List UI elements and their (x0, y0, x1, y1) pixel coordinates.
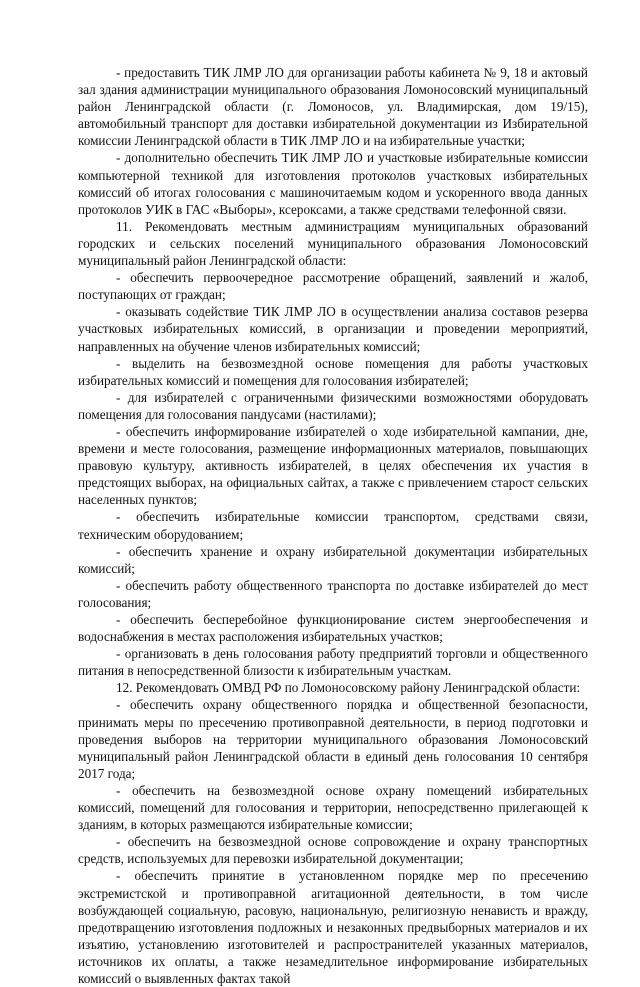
paragraph-public-order: - обеспечить охрану общественного порядка и общественной безопасности, принимать меры по пресечению противоправной деятельности, в период подготовки и проведения выборов на территории муниципального образования Ломоносовский муниципальный район Ленинградской области в единый день голосования 10 сентября 2017 года; (78, 697, 588, 781)
paragraph-premises: - выделить на безвозмездной основе помещения для работы участковых избирательных комиссий и помещения для голосования избирателей; (78, 355, 588, 388)
paragraph-item-12: 12. Рекомендовать ОМВД РФ по Ломоносовскому району Ленинградской области: (116, 680, 581, 696)
paragraph-extremism-prevention: - обеспечить принятие в установленном порядке мер по пресечению экстремистской и противоправной агитационной деятельности, в том числе возбуждающей социальную, расовую, национальную, религиозную ненависть и вражду, предотвращению изготовления подложных и незаконных предвыборных материалов и их изъятию, установлению изготовителей и распространителей указанных материалов, источников их оплаты, а также незамедлительное информирование избирательных комиссий о выявленных фактах такой (78, 868, 588, 986)
paragraph-cabinet-provision: - предоставить ТИК ЛМР ЛО для организации работы кабинета № 9, 18 и актовый зал здания администрации муниципального образования Ломоносовский муниципальный район Ленинградской области (г. Ломоносов, ул. Владимирская, дом 19/15), автомобильный транспорт для доставки избирательной документации из Избирательной комиссии Ленинградской области в ТИК ЛМР ЛО и на избирательные участки; (78, 65, 588, 149)
paragraph-item-11: 11. Рекомендовать местным администрациям муниципальных образований городских и сельских поселений муниципального образования Ломоносовский муниципальный район Ленинградской области: (78, 218, 588, 269)
paragraph-public-transport: - обеспечить работу общественного транспорта по доставке избирателей до мест голосования; (78, 577, 588, 610)
paragraph-premises-security: - обеспечить на безвозмездной основе охрану помещений избирательных комиссий, помещений для голосования и территории, непосредственно прилегающей к зданиям, в которых размещаются избирательные комиссии; (78, 782, 588, 833)
paragraph-power-water: - обеспечить бесперебойное функционирование систем энергообеспечения и водоснабжения в местах расположения избирательных участков; (78, 612, 588, 645)
paragraph-document-storage: - обеспечить хранение и охрану избирательной документации избирательных комиссий; (78, 543, 588, 576)
paragraph-citizen-appeals: - обеспечить первоочередное рассмотрение обращений, заявлений и жалоб, поступающих от граждан; (78, 270, 588, 303)
paragraph-computer-equipment: - дополнительно обеспечить ТИК ЛМР ЛО и участковые избирательные комиссии компьютерной техникой для изготовления протоколов участковых избирательных комиссий об итогах голосования с машиночитаемым кодом и ускоренного ввода данных протоколов УИК в ГАС «Выборы», ксероксами, а также средствами телефонной связи. (78, 150, 588, 217)
paragraph-vehicle-escort: - обеспечить на безвозмездной основе сопровождение и охрану транспортных средств, используемых для перевозки избирательной документации; (78, 834, 588, 867)
paragraph-transport-equipment: - обеспечить избирательные комиссии транспортом, средствами связи, техническим оборудованием; (78, 509, 588, 542)
paragraph-trade-catering: - организовать в день голосования работу предприятий торговли и общественного питания в непосредственной близости к избирательным участкам. (78, 646, 588, 679)
document-page (78, 64, 588, 987)
paragraph-reserve-analysis: - оказывать содействие ТИК ЛМР ЛО в осуществлении анализа составов резерва участковых избирательных комиссий, в организации и проведении мероприятий, направленных на обучение членов избирательных комиссий; (78, 304, 588, 354)
paragraph-ramps: - для избирателей с ограниченными физическими возможностями оборудовать помещения для голосования пандусами (настилами); (78, 389, 588, 422)
paragraph-voter-information: - обеспечить информирование избирателей о ходе избирательной кампании, дне, времени и месте голосования, размещение информационных материалов, повышающих правовую культуру, активность избирателей, в целях обеспечения их участия в предстоящих выборах, на официальных сайтах, а также с привлечением старост сельских населенных пунктов; (78, 423, 588, 508)
